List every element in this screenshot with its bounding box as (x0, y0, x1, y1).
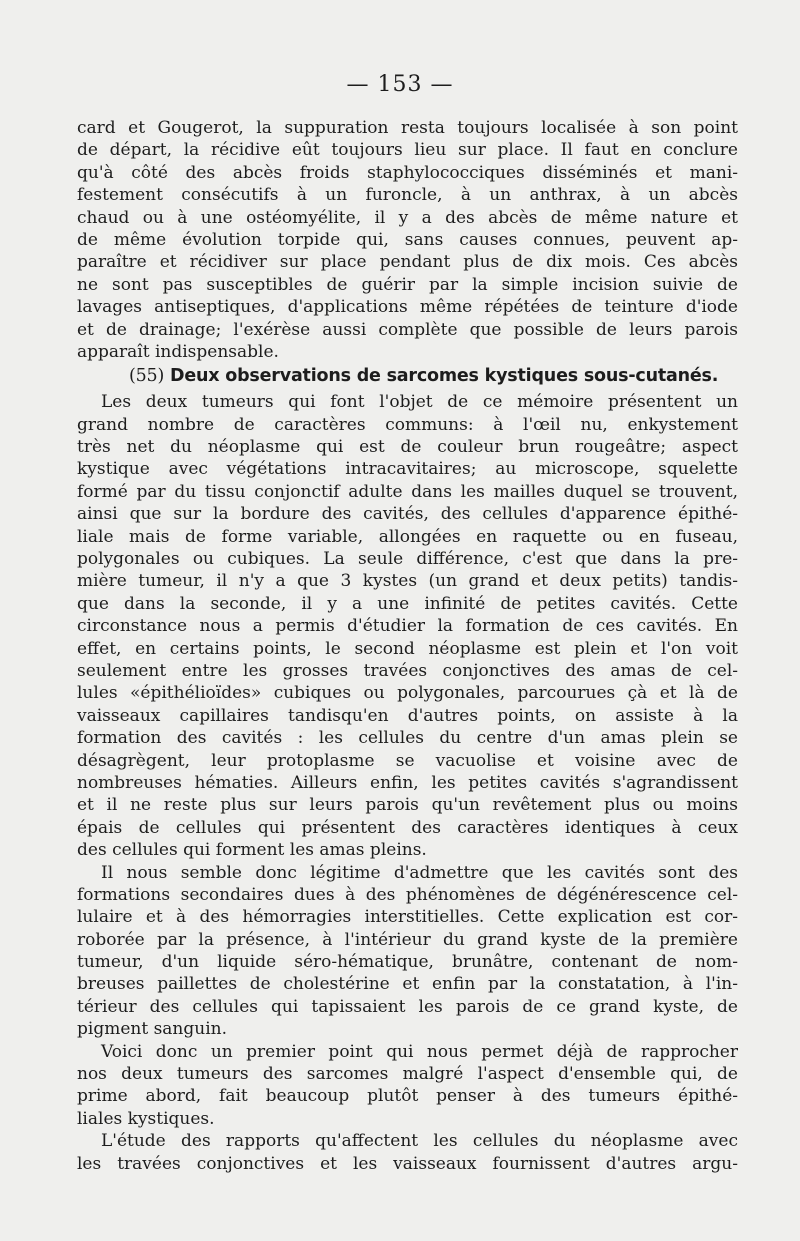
paragraph-2 (77, 391, 738, 861)
text-line: et il ne reste plus sur leurs parois qu'un revêtement plus ou moins (77, 795, 738, 816)
text-line: seulement entre les grosses travées conjonctives des amas de cel- (77, 660, 738, 681)
text-line: ne sont pas susceptibles de guérir par la simple incision suivie de (77, 274, 738, 295)
text-line: Il nous semble donc légitime d'admettre que les cavités sont des (101, 862, 738, 883)
section-number: (55) (129, 366, 165, 387)
text-line: breuses paillettes de cholestérine et enfin par la constatation, à l'in- (77, 974, 738, 995)
text-line: pigment sanguin. (77, 1019, 227, 1040)
text-line: grand nombre de caractères communs: à l'œil nu, enkystement (77, 414, 738, 435)
text-line: roborée par la présence, à l'intérieur du grand kyste de la première (77, 929, 738, 950)
text-line: circonstance nous a permis d'étudier la formation de ces cavités. En (77, 616, 738, 637)
paragraph-4 (77, 1041, 738, 1131)
text-line: lulaire et à des hémorragies interstitielles. Cette explication est cor- (77, 907, 738, 928)
text-line: de même évolution torpide qui, sans causes connues, peuvent ap- (77, 229, 738, 250)
text-line: les travées conjonctives et les vaisseaux fournissent d'autres argu- (77, 1153, 738, 1174)
text-line: Les deux tumeurs qui font l'objet de ce mémoire présentent un (101, 392, 738, 413)
section-heading (77, 365, 738, 391)
text-line: apparaît indispensable. (77, 341, 279, 362)
text-line: Voici donc un premier point qui nous permet déjà de rapprocher (101, 1041, 738, 1062)
section-title: Deux observations de sarcomes kystiques sous-cutanés. (170, 366, 719, 387)
text-line: polygonales ou cubiques. La seule différence, c'est que dans la pre- (77, 549, 738, 570)
text-line: désagrègent, leur protoplasme se vacuolise et voisine avec de (77, 750, 738, 771)
text-line: card et Gougerot, la suppuration resta toujours localisée à son point (77, 118, 738, 138)
text-line: lavages antiseptiques, d'applications même répétées de teinture d'iode (77, 297, 738, 318)
text-line: térieur des cellules qui tapissaient les parois de ce grand kyste, de (77, 996, 738, 1017)
text-line: que dans la seconde, il y a une infinité de petites cavités. Cette (77, 593, 738, 614)
text-line: effet, en certains points, le second néoplasme est plein et l'on voit (77, 638, 738, 659)
text-line: de départ, la récidive eût toujours lieu sur place. Il faut en conclure (77, 140, 738, 161)
paragraph-1 (77, 117, 738, 363)
text-line: qu'à côté des abcès froids staphylococciques disséminés et mani- (77, 162, 738, 183)
text-line: vaisseaux capillaires tandisqu'en d'autres points, on assiste à la (77, 705, 738, 726)
text-line: des cellules qui forment les amas pleins. (77, 840, 427, 861)
page-number: — 153 — (346, 72, 454, 97)
paragraph-5 (77, 1130, 738, 1175)
text-line: nos deux tumeurs des sarcomes malgré l'aspect d'ensemble qui, de (77, 1064, 738, 1085)
text-line: tumeur, d'un liquide séro-hématique, brunâtre, contenant de nom- (77, 952, 738, 973)
text-line: paraître et récidiver sur place pendant plus de dix mois. Ces abcès (77, 252, 738, 273)
text-line: chaud ou à une ostéomyélite, il y a des abcès de même nature et (77, 207, 738, 228)
text-line: ainsi que sur la bordure des cavités, des cellules d'apparence épithé- (77, 504, 738, 525)
text-line: liales kystiques. (77, 1108, 215, 1129)
text-line: liale mais de forme variable, allongées en raquette ou en fuseau, (77, 526, 738, 547)
text-line: épais de cellules qui présentent des caractères identiques à ceux (77, 817, 738, 838)
text-line: formé par du tissu conjonctif adulte dans les mailles duquel se trouvent, (77, 481, 738, 502)
text-line: nombreuses hématies. Ailleurs enfin, les petites cavités s'agrandissent (77, 772, 738, 793)
text-line: formations secondaires dues à des phénomènes de dégénérescence cel- (77, 884, 738, 905)
text-line: prime abord, fait beaucoup plutôt penser à des tumeurs épithé- (77, 1086, 738, 1107)
text-line: L'étude des rapports qu'affectent les cellules du néoplasme avec (101, 1131, 738, 1152)
text-line: kystique avec végétations intracavitaires; au microscope, squelette (77, 459, 738, 480)
text-line: très net du néoplasme qui est de couleur brun rougeâtre; aspect (77, 437, 738, 458)
text-line: festement consécutifs à un furoncle, à un anthrax, à un abcès (77, 185, 738, 206)
text-line: formation des cavités : les cellules du centre d'un amas plein se (77, 728, 738, 749)
text-line: lules «épithélioïdes» cubiques ou polygonales, parcourues çà et là de (77, 683, 738, 704)
paragraph-3 (77, 862, 738, 1041)
text-line: et de drainage; l'exérèse aussi complète que possible de leurs parois (77, 319, 738, 340)
body-text (77, 117, 738, 1175)
text-line: mière tumeur, il n'y a que 3 kystes (un grand et deux petits) tandis- (77, 571, 738, 592)
